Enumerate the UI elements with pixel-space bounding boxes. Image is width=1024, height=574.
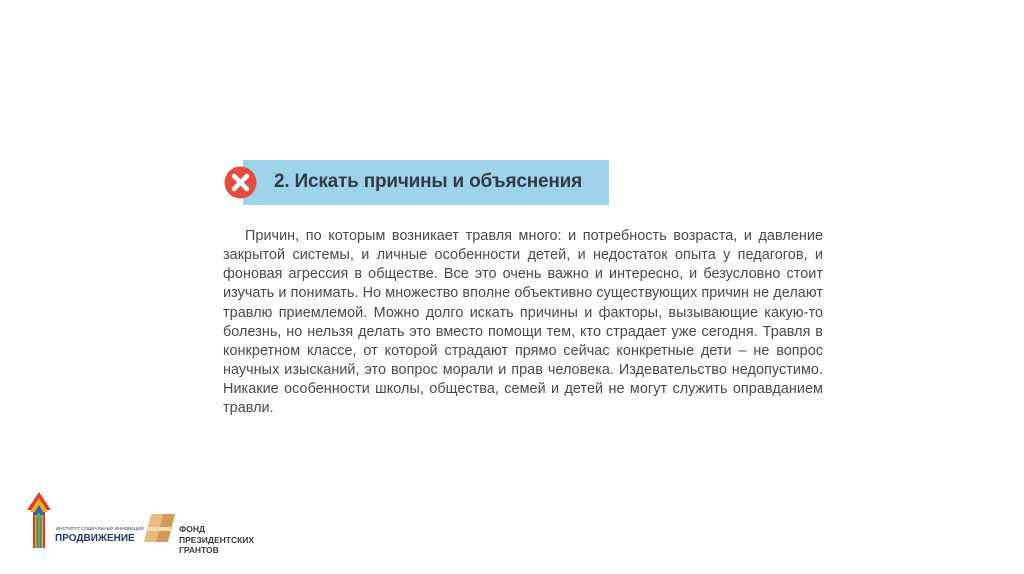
presidential-grants-logo-icon xyxy=(143,512,177,544)
logo1-name: ПРОДВИЖЕНИЕ xyxy=(55,533,135,544)
section-heading: 2. Искать причины и объяснения xyxy=(274,171,582,192)
logo1-subtitle: ИНСТИТУТ СОЦИАЛЬНЫХ ИННОВАЦИЙ xyxy=(56,526,144,531)
logo2-line2: ПРЕЗИДЕНТСКИХ xyxy=(179,534,255,545)
logo2-line1: ФОНД xyxy=(179,524,206,534)
logo2-line3: ГРАНТОВ xyxy=(179,545,219,555)
prodvizhenie-logo-icon xyxy=(24,492,54,550)
logo2-text xyxy=(179,524,254,556)
body-paragraph: Причин, по которым возникает травля много: и потребность возраста, и давление закрытой системы, и личные особенности детей, и недостаток опыта у педагогов, и фоновая агрессия в обществе. Все это очень важно и интересно, и безусловно стоит изучать и понимать. Но множество вполне объективно существующих причин не делают травлю приемлемой. Можно долго искать причины и факторы, вызывающие какую-то болезнь, но нельзя делать это вместо помощи тем, кто страдает уже сегодня. Травля в конкретном классе, от которой страдают прямо сейчас конкретные дети – не вопрос научных изысканий, это вопрос морали и прав человека. Издевательство недопустимо. Никакие особенности школы, общества, семей и детей не могут служить оправданием травли. xyxy=(223,228,823,417)
close-icon xyxy=(224,166,257,199)
